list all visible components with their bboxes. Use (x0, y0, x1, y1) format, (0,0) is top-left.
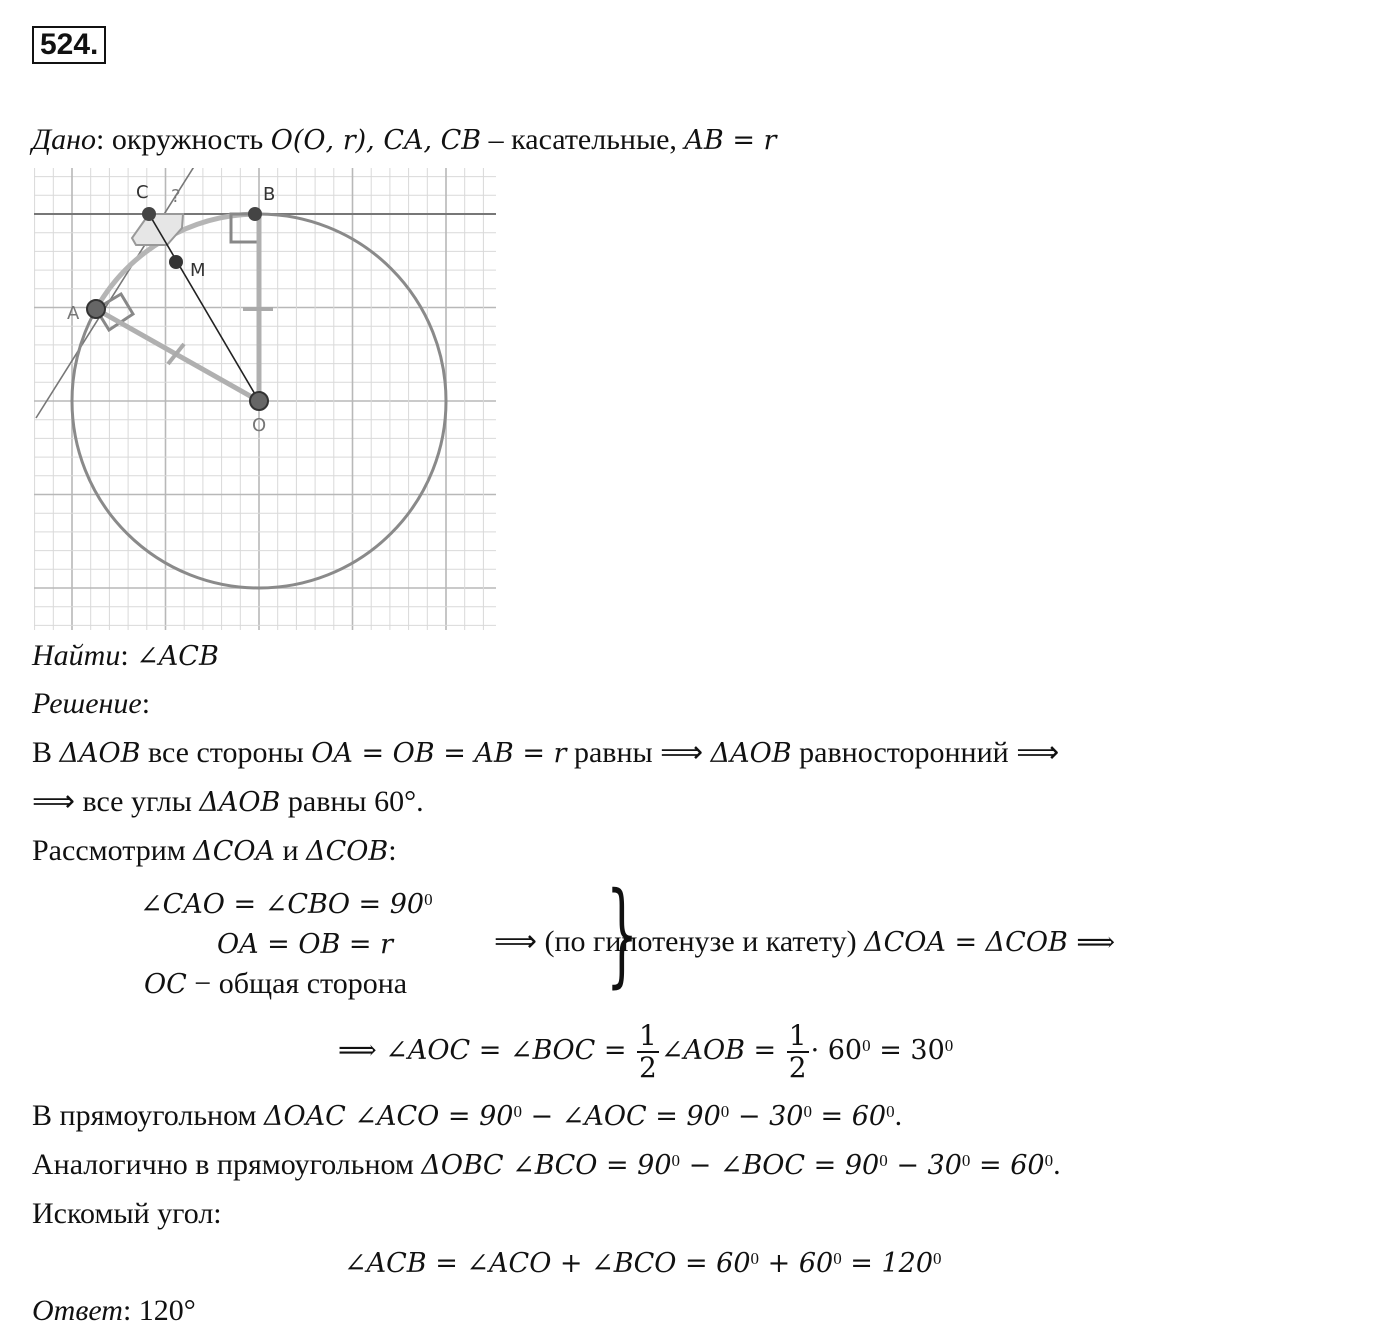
solution-label: Решение (32, 687, 142, 720)
superscript: 0 (424, 890, 433, 909)
math: ∠𝐴𝑂𝐵 = (660, 1035, 785, 1066)
given-text-2: – касательные, (481, 123, 685, 156)
text: В (32, 736, 60, 769)
superscript: 0 (803, 1102, 812, 1121)
math: = 30 (870, 1035, 945, 1066)
superscript: 0 (944, 1036, 954, 1055)
text: ⟹ (по гипотенузе и катету) (494, 925, 865, 958)
superscript: 0 (879, 1151, 888, 1170)
superscript: 0 (513, 1102, 522, 1121)
math: ∠𝐶𝐴𝑂 = ∠𝐶𝐵𝑂 = 90 (140, 889, 425, 920)
math: Δ𝑂𝐵𝐶 ∠𝐵𝐶𝑂 = 90 (421, 1150, 672, 1181)
superscript: 0 (750, 1249, 760, 1268)
find-text: : (120, 639, 137, 672)
label-o: O (252, 415, 267, 436)
solution-label-line (32, 686, 150, 722)
text: ⟹ все углы (32, 785, 200, 818)
solution-line-1 (32, 735, 1059, 772)
text: В прямоугольном (32, 1099, 264, 1132)
tangent-line-ca (36, 168, 212, 418)
system-conclusion (494, 922, 1116, 963)
math: · 60 (810, 1035, 863, 1066)
label-unknown: ? (171, 186, 181, 207)
system-row-1 (140, 884, 480, 925)
given-text-1: : окружность (95, 123, 271, 156)
math: − ∠𝐴𝑂𝐶 = 90 (521, 1101, 721, 1132)
equation-acb (344, 1245, 942, 1282)
math: − 30 (887, 1150, 962, 1181)
system-row-2 (140, 924, 470, 965)
text: все стороны (140, 736, 312, 769)
find-label: Найти (32, 639, 121, 672)
math: 𝑂𝐴 = 𝑂𝐵 = 𝐴𝐵 = 𝑟 (311, 738, 567, 769)
math: ⟹ ∠𝐴𝑂𝐶 = ∠𝐵𝑂𝐶 = (338, 1035, 636, 1066)
math: + 60 (759, 1248, 834, 1279)
math: Δ𝐶𝑂𝐵 (306, 836, 389, 867)
superscript: 0 (833, 1249, 842, 1268)
find-math: ∠𝐴𝐶𝐵 (136, 641, 219, 672)
answer-line (32, 1293, 196, 1329)
text: − общая сторона (186, 967, 408, 1000)
denominator: 2 (788, 1051, 807, 1085)
label-m: M (190, 260, 206, 281)
math: Δ𝐴𝑂𝐵 (199, 787, 281, 818)
label-a: A (67, 303, 80, 324)
line-obc (32, 1147, 1061, 1184)
given-math-1: 𝑂(𝑂, 𝑟), 𝐶𝐴, 𝐶𝐵 (270, 125, 482, 156)
tick-oa (168, 344, 184, 364)
math: Δ𝐴𝑂𝐵 (710, 738, 792, 769)
math: 𝑂𝐴 = 𝑂𝐵 = 𝑟 (216, 929, 394, 960)
math: = 60 (811, 1101, 887, 1132)
math: = 120 (841, 1248, 934, 1279)
superscript: 0 (862, 1036, 871, 1055)
point-o (250, 392, 268, 410)
denominator: 2 (639, 1051, 657, 1085)
math: = 60 (970, 1150, 1045, 1181)
text: равны ⟹ (566, 736, 711, 769)
math: Δ𝑂𝐴𝐶 ∠𝐴𝐶𝑂 = 90 (264, 1101, 514, 1132)
numerator: 1 (788, 1019, 807, 1053)
system-row-3 (144, 964, 484, 1005)
superscript: 0 (1044, 1151, 1054, 1170)
fraction-half (637, 1021, 659, 1083)
math: − 30 (729, 1101, 804, 1132)
geometry-figure (34, 168, 496, 630)
answer-label: Ответ (32, 1294, 123, 1327)
superscript: 0 (933, 1249, 942, 1268)
superscript: 0 (720, 1102, 730, 1121)
equation-aoc (338, 1010, 953, 1091)
math: ∠𝐴𝐶𝐵 = ∠𝐴𝐶𝑂 + ∠𝐵𝐶𝑂 = 60 (344, 1248, 751, 1279)
point-b (248, 207, 262, 221)
solution-line-3 (32, 833, 397, 870)
text: Аналогично в прямоугольном (32, 1148, 422, 1181)
solution-line-2 (32, 784, 424, 821)
given-label: Дано (32, 123, 96, 156)
superscript: 0 (671, 1151, 681, 1170)
math: Δ𝐶𝑂𝐴 (193, 836, 276, 867)
math: − ∠𝐵𝑂𝐶 = 90 (680, 1150, 880, 1181)
equation-system (140, 869, 1340, 1004)
text: . (1053, 1148, 1061, 1181)
text: Рассмотрим (32, 834, 194, 867)
superscript: 0 (886, 1102, 895, 1121)
find-line (32, 638, 219, 675)
given-math-2: 𝐴𝐵 = 𝑟 (684, 125, 777, 156)
math: 𝑂𝐶 (144, 969, 187, 1000)
solution-colon: : (141, 687, 151, 720)
text: : (388, 834, 397, 867)
problem-number: 524. (32, 26, 106, 64)
text: . (894, 1099, 903, 1132)
right-brace: } (606, 869, 639, 999)
given-line (32, 122, 776, 159)
point-c (142, 207, 156, 221)
label-c: C (136, 182, 149, 203)
text: и (275, 834, 307, 867)
superscript: 0 (961, 1151, 971, 1170)
numerator: 1 (639, 1019, 657, 1053)
point-m (169, 255, 183, 269)
text: равносторонний ⟹ (791, 736, 1060, 769)
point-a (87, 300, 105, 318)
label-b: B (263, 184, 276, 205)
sought-angle-line: Искомый угол: (32, 1197, 222, 1230)
text: равны 60°. (280, 785, 424, 818)
math: Δ𝐶𝑂𝐴 = Δ𝐶𝑂𝐵 ⟹ (864, 927, 1116, 958)
line-oac (32, 1098, 902, 1135)
answer-value: : 120° (122, 1294, 196, 1327)
math: Δ𝐴𝑂𝐵 (59, 738, 141, 769)
fraction-half-2 (787, 1021, 809, 1083)
